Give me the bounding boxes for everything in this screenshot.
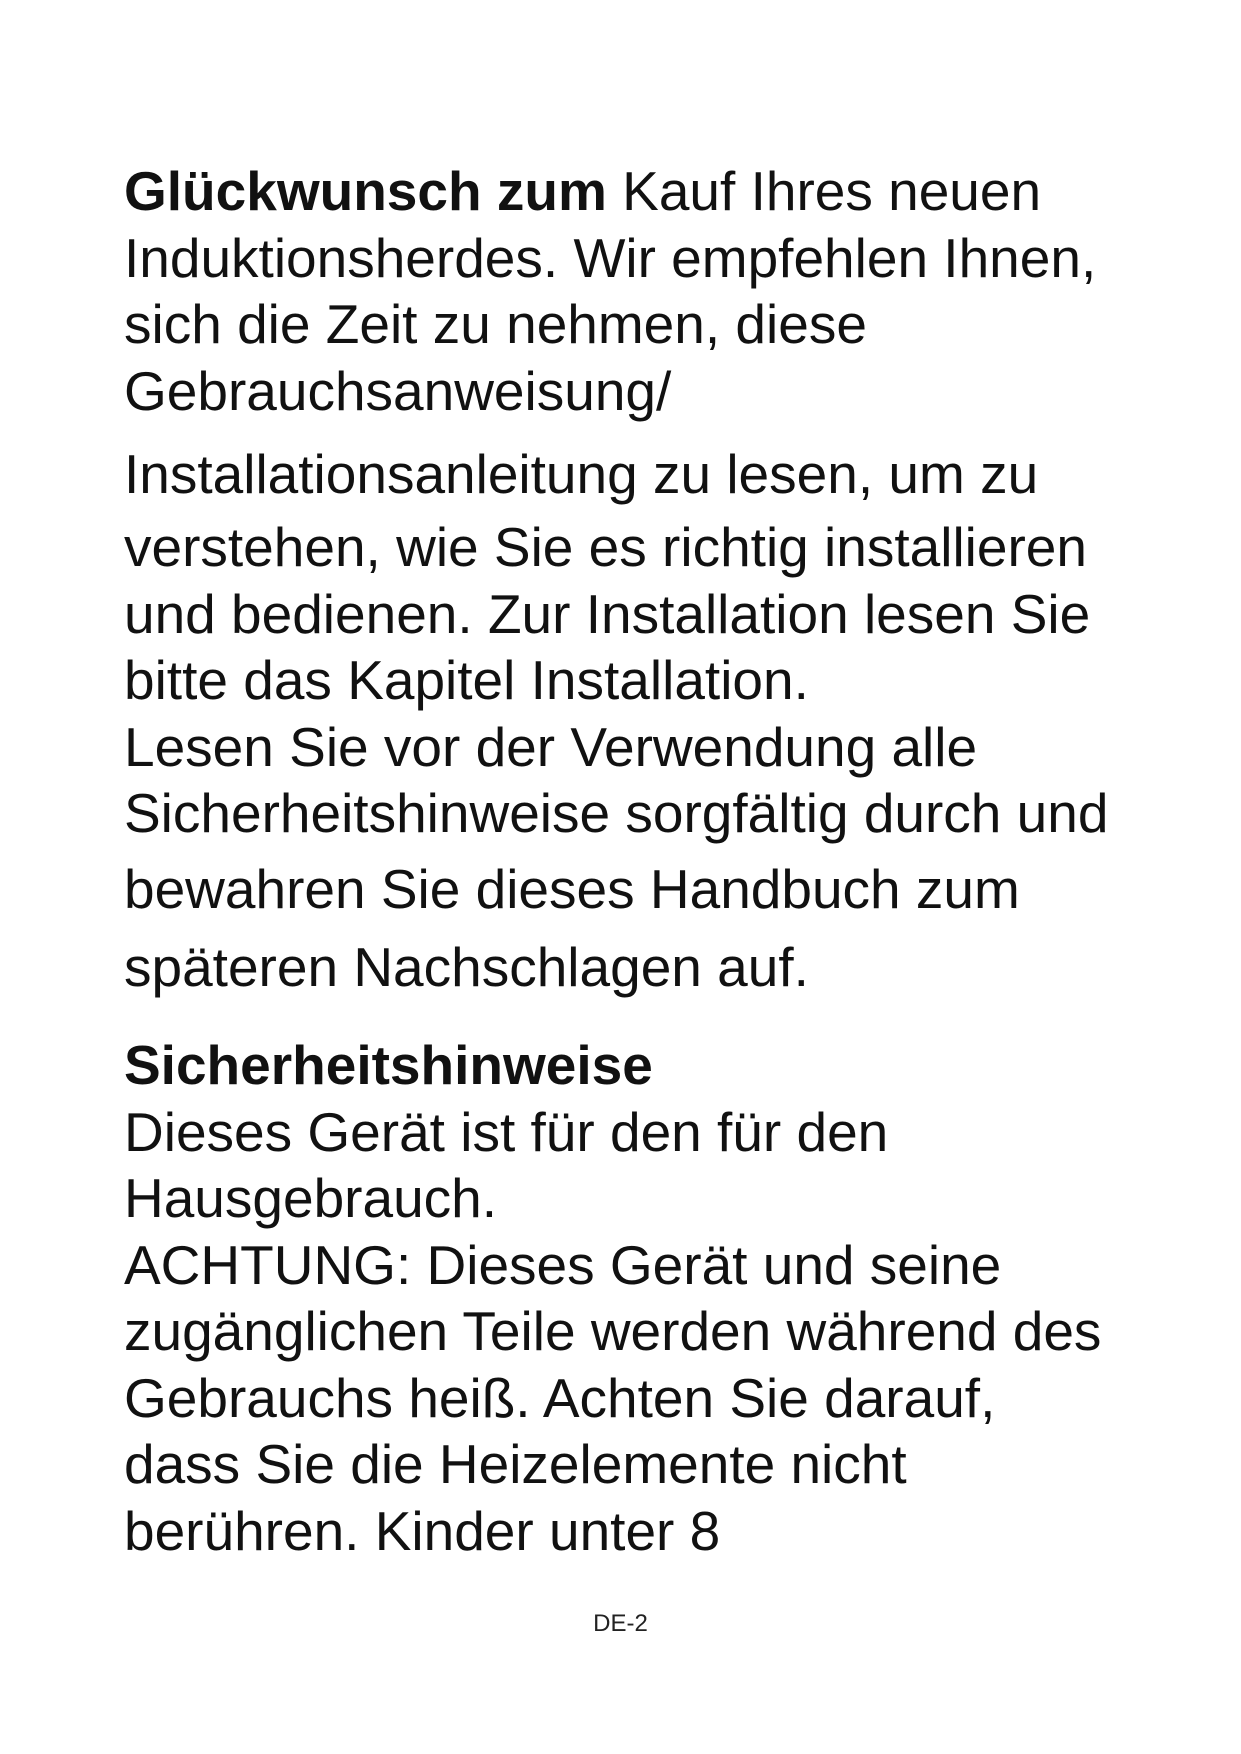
intro-line-7: und bedienen. Zur Installation lesen Sie — [124, 583, 1091, 645]
intro-line-6: verstehen, wie Sie es richtig installieren — [124, 516, 1087, 578]
intro-line-12: späteren Nachschlagen auf. — [124, 936, 809, 998]
safety-line-1: Dieses Gerät ist für den für den — [124, 1101, 889, 1163]
intro-line-3: sich die Zeit zu nehmen, diese — [124, 293, 867, 355]
safety-line-5: Gebrauchs heiß. Achten Sie darauf, — [124, 1367, 996, 1429]
safety-line-4: zugänglichen Teile werden während des — [124, 1300, 1102, 1362]
intro-bold-lead: Glückwunsch zum — [124, 160, 607, 222]
intro-line-5: Installationsanleitung zu lesen, um zu — [124, 443, 1039, 505]
intro-line-8: bitte das Kapitel Installation. — [124, 649, 809, 711]
intro-line-10: Sicherheitshinweise sorgfältig durch und — [124, 782, 1109, 844]
safety-line-6: dass Sie die Heizelemente nicht — [124, 1433, 907, 1495]
intro-line-9: Lesen Sie vor der Verwendung alle — [124, 716, 978, 778]
safety-heading: Sicherheitshinweise — [124, 1034, 653, 1096]
intro-line-11: bewahren Sie dieses Handbuch zum — [124, 858, 1020, 920]
page-number: DE-2 — [593, 1610, 648, 1637]
intro-line-1 — [124, 160, 1042, 222]
safety-line-2: Hausgebrauch. — [124, 1167, 498, 1229]
safety-line-7: berühren. Kinder unter 8 — [124, 1500, 721, 1562]
intro-line-2: Induktionsherdes. Wir empfehlen Ihnen, — [124, 227, 1097, 289]
safety-line-3: ACHTUNG: Dieses Gerät und seine — [124, 1234, 1002, 1296]
intro-line-1-rest: Kauf Ihres neuen — [622, 160, 1042, 222]
intro-line-4: Gebrauchsanweisung/ — [124, 360, 672, 422]
